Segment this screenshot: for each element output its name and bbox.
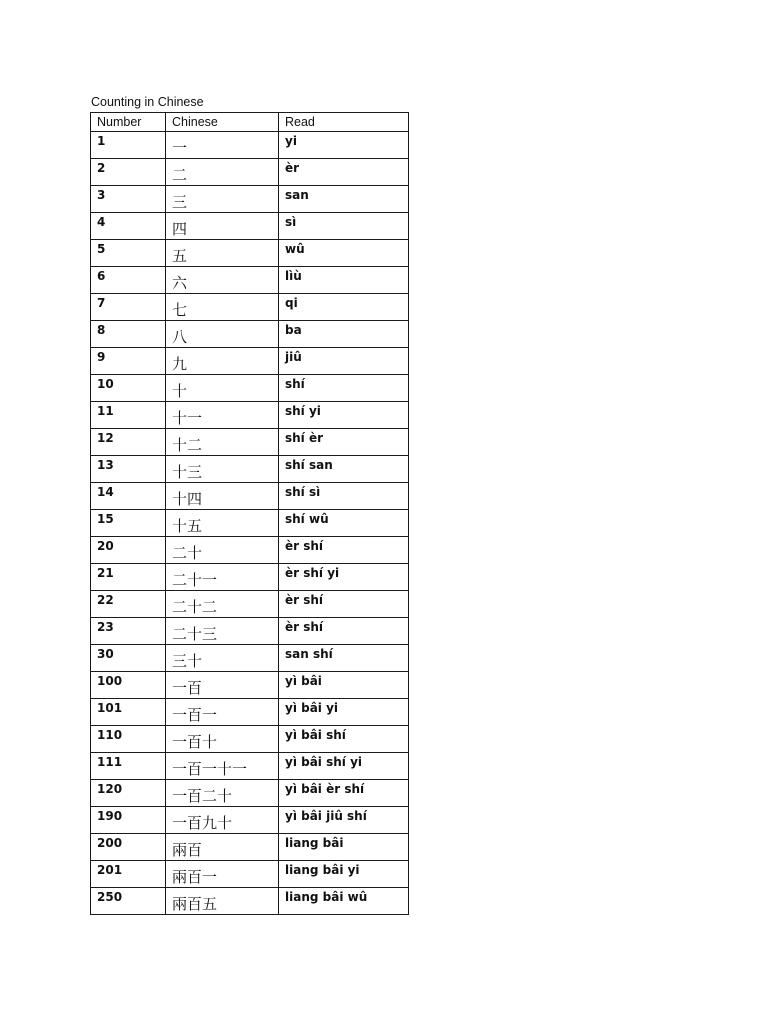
chinese-cell: 二十 (166, 537, 279, 564)
number-cell: 10 (91, 375, 166, 402)
table-row (91, 510, 409, 537)
table-row (91, 132, 409, 159)
column-header-number: Number (91, 113, 166, 132)
number-cell: 250 (91, 888, 166, 915)
table-row (91, 780, 409, 807)
document-title: Counting in Chinese (91, 95, 204, 109)
read-cell: èr (279, 159, 409, 186)
read-cell: èr shí (279, 618, 409, 645)
chinese-cell: 十二 (166, 429, 279, 456)
counting-table (90, 112, 409, 915)
table-row (91, 321, 409, 348)
number-cell: 23 (91, 618, 166, 645)
read-cell: san (279, 186, 409, 213)
number-cell: 190 (91, 807, 166, 834)
number-cell: 9 (91, 348, 166, 375)
read-cell: liang bâi yi (279, 861, 409, 888)
read-cell: shí èr (279, 429, 409, 456)
chinese-cell: 二 (166, 159, 279, 186)
read-cell: yì bâi (279, 672, 409, 699)
table-row (91, 159, 409, 186)
table-row (91, 753, 409, 780)
number-cell: 101 (91, 699, 166, 726)
number-cell: 11 (91, 402, 166, 429)
chinese-cell: 一百一十一 (166, 753, 279, 780)
read-cell: qi (279, 294, 409, 321)
chinese-cell: 一百十 (166, 726, 279, 753)
chinese-cell: 一百九十 (166, 807, 279, 834)
read-cell: ba (279, 321, 409, 348)
read-cell: shí sì (279, 483, 409, 510)
chinese-cell: 二十二 (166, 591, 279, 618)
read-cell: yì bâi èr shí (279, 780, 409, 807)
chinese-cell: 四 (166, 213, 279, 240)
number-cell: 3 (91, 186, 166, 213)
table-header-row (91, 113, 409, 132)
table-row (91, 699, 409, 726)
chinese-cell: 七 (166, 294, 279, 321)
column-header-read: Read (279, 113, 409, 132)
chinese-cell: 兩百一 (166, 861, 279, 888)
number-cell: 120 (91, 780, 166, 807)
read-cell: wû (279, 240, 409, 267)
number-cell: 5 (91, 240, 166, 267)
table-row (91, 591, 409, 618)
chinese-cell: 九 (166, 348, 279, 375)
table-row (91, 861, 409, 888)
read-cell: yì bâi yi (279, 699, 409, 726)
chinese-cell: 五 (166, 240, 279, 267)
read-cell: shí wû (279, 510, 409, 537)
chinese-cell: 六 (166, 267, 279, 294)
chinese-cell: 十五 (166, 510, 279, 537)
table-row (91, 537, 409, 564)
number-cell: 111 (91, 753, 166, 780)
chinese-cell: 二十三 (166, 618, 279, 645)
chinese-cell: 八 (166, 321, 279, 348)
table-row (91, 564, 409, 591)
number-cell: 14 (91, 483, 166, 510)
table-row (91, 267, 409, 294)
read-cell: jiû (279, 348, 409, 375)
table-row (91, 888, 409, 915)
table-row (91, 618, 409, 645)
read-cell: liang bâi (279, 834, 409, 861)
number-cell: 15 (91, 510, 166, 537)
chinese-cell: 一百一 (166, 699, 279, 726)
table-row (91, 726, 409, 753)
table-row (91, 213, 409, 240)
read-cell: liang bâi wû (279, 888, 409, 915)
read-cell: yì bâi jiû shí (279, 807, 409, 834)
table-row (91, 186, 409, 213)
number-cell: 8 (91, 321, 166, 348)
number-cell: 2 (91, 159, 166, 186)
column-header-chinese: Chinese (166, 113, 279, 132)
number-cell: 4 (91, 213, 166, 240)
number-cell: 200 (91, 834, 166, 861)
read-cell: èr shí (279, 591, 409, 618)
number-cell: 1 (91, 132, 166, 159)
table-row (91, 294, 409, 321)
number-cell: 7 (91, 294, 166, 321)
read-cell: shí san (279, 456, 409, 483)
number-cell: 22 (91, 591, 166, 618)
table-row (91, 348, 409, 375)
chinese-cell: 十 (166, 375, 279, 402)
chinese-cell: 一百 (166, 672, 279, 699)
number-cell: 21 (91, 564, 166, 591)
number-cell: 201 (91, 861, 166, 888)
read-cell: yì bâi shí (279, 726, 409, 753)
number-cell: 6 (91, 267, 166, 294)
table-row (91, 429, 409, 456)
number-cell: 110 (91, 726, 166, 753)
chinese-cell: 一百二十 (166, 780, 279, 807)
chinese-cell: 兩百五 (166, 888, 279, 915)
read-cell: sì (279, 213, 409, 240)
number-cell: 13 (91, 456, 166, 483)
chinese-cell: 十一 (166, 402, 279, 429)
chinese-cell: 兩百 (166, 834, 279, 861)
table-row (91, 240, 409, 267)
chinese-cell: 三十 (166, 645, 279, 672)
read-cell: yi (279, 132, 409, 159)
table-row (91, 375, 409, 402)
number-cell: 100 (91, 672, 166, 699)
table-row (91, 483, 409, 510)
number-cell: 20 (91, 537, 166, 564)
read-cell: lìù (279, 267, 409, 294)
table-row (91, 834, 409, 861)
read-cell: san shí (279, 645, 409, 672)
read-cell: èr shí yi (279, 564, 409, 591)
chinese-cell: 十四 (166, 483, 279, 510)
table-row (91, 807, 409, 834)
chinese-cell: 二十一 (166, 564, 279, 591)
table-row (91, 456, 409, 483)
read-cell: shí yi (279, 402, 409, 429)
number-cell: 12 (91, 429, 166, 456)
number-cell: 30 (91, 645, 166, 672)
table-body (91, 132, 409, 915)
table-row (91, 402, 409, 429)
read-cell: èr shí (279, 537, 409, 564)
table-row (91, 645, 409, 672)
chinese-cell: 三 (166, 186, 279, 213)
chinese-cell: 十三 (166, 456, 279, 483)
chinese-cell: 一 (166, 132, 279, 159)
read-cell: shí (279, 375, 409, 402)
read-cell: yì bâi shí yi (279, 753, 409, 780)
table-row (91, 672, 409, 699)
